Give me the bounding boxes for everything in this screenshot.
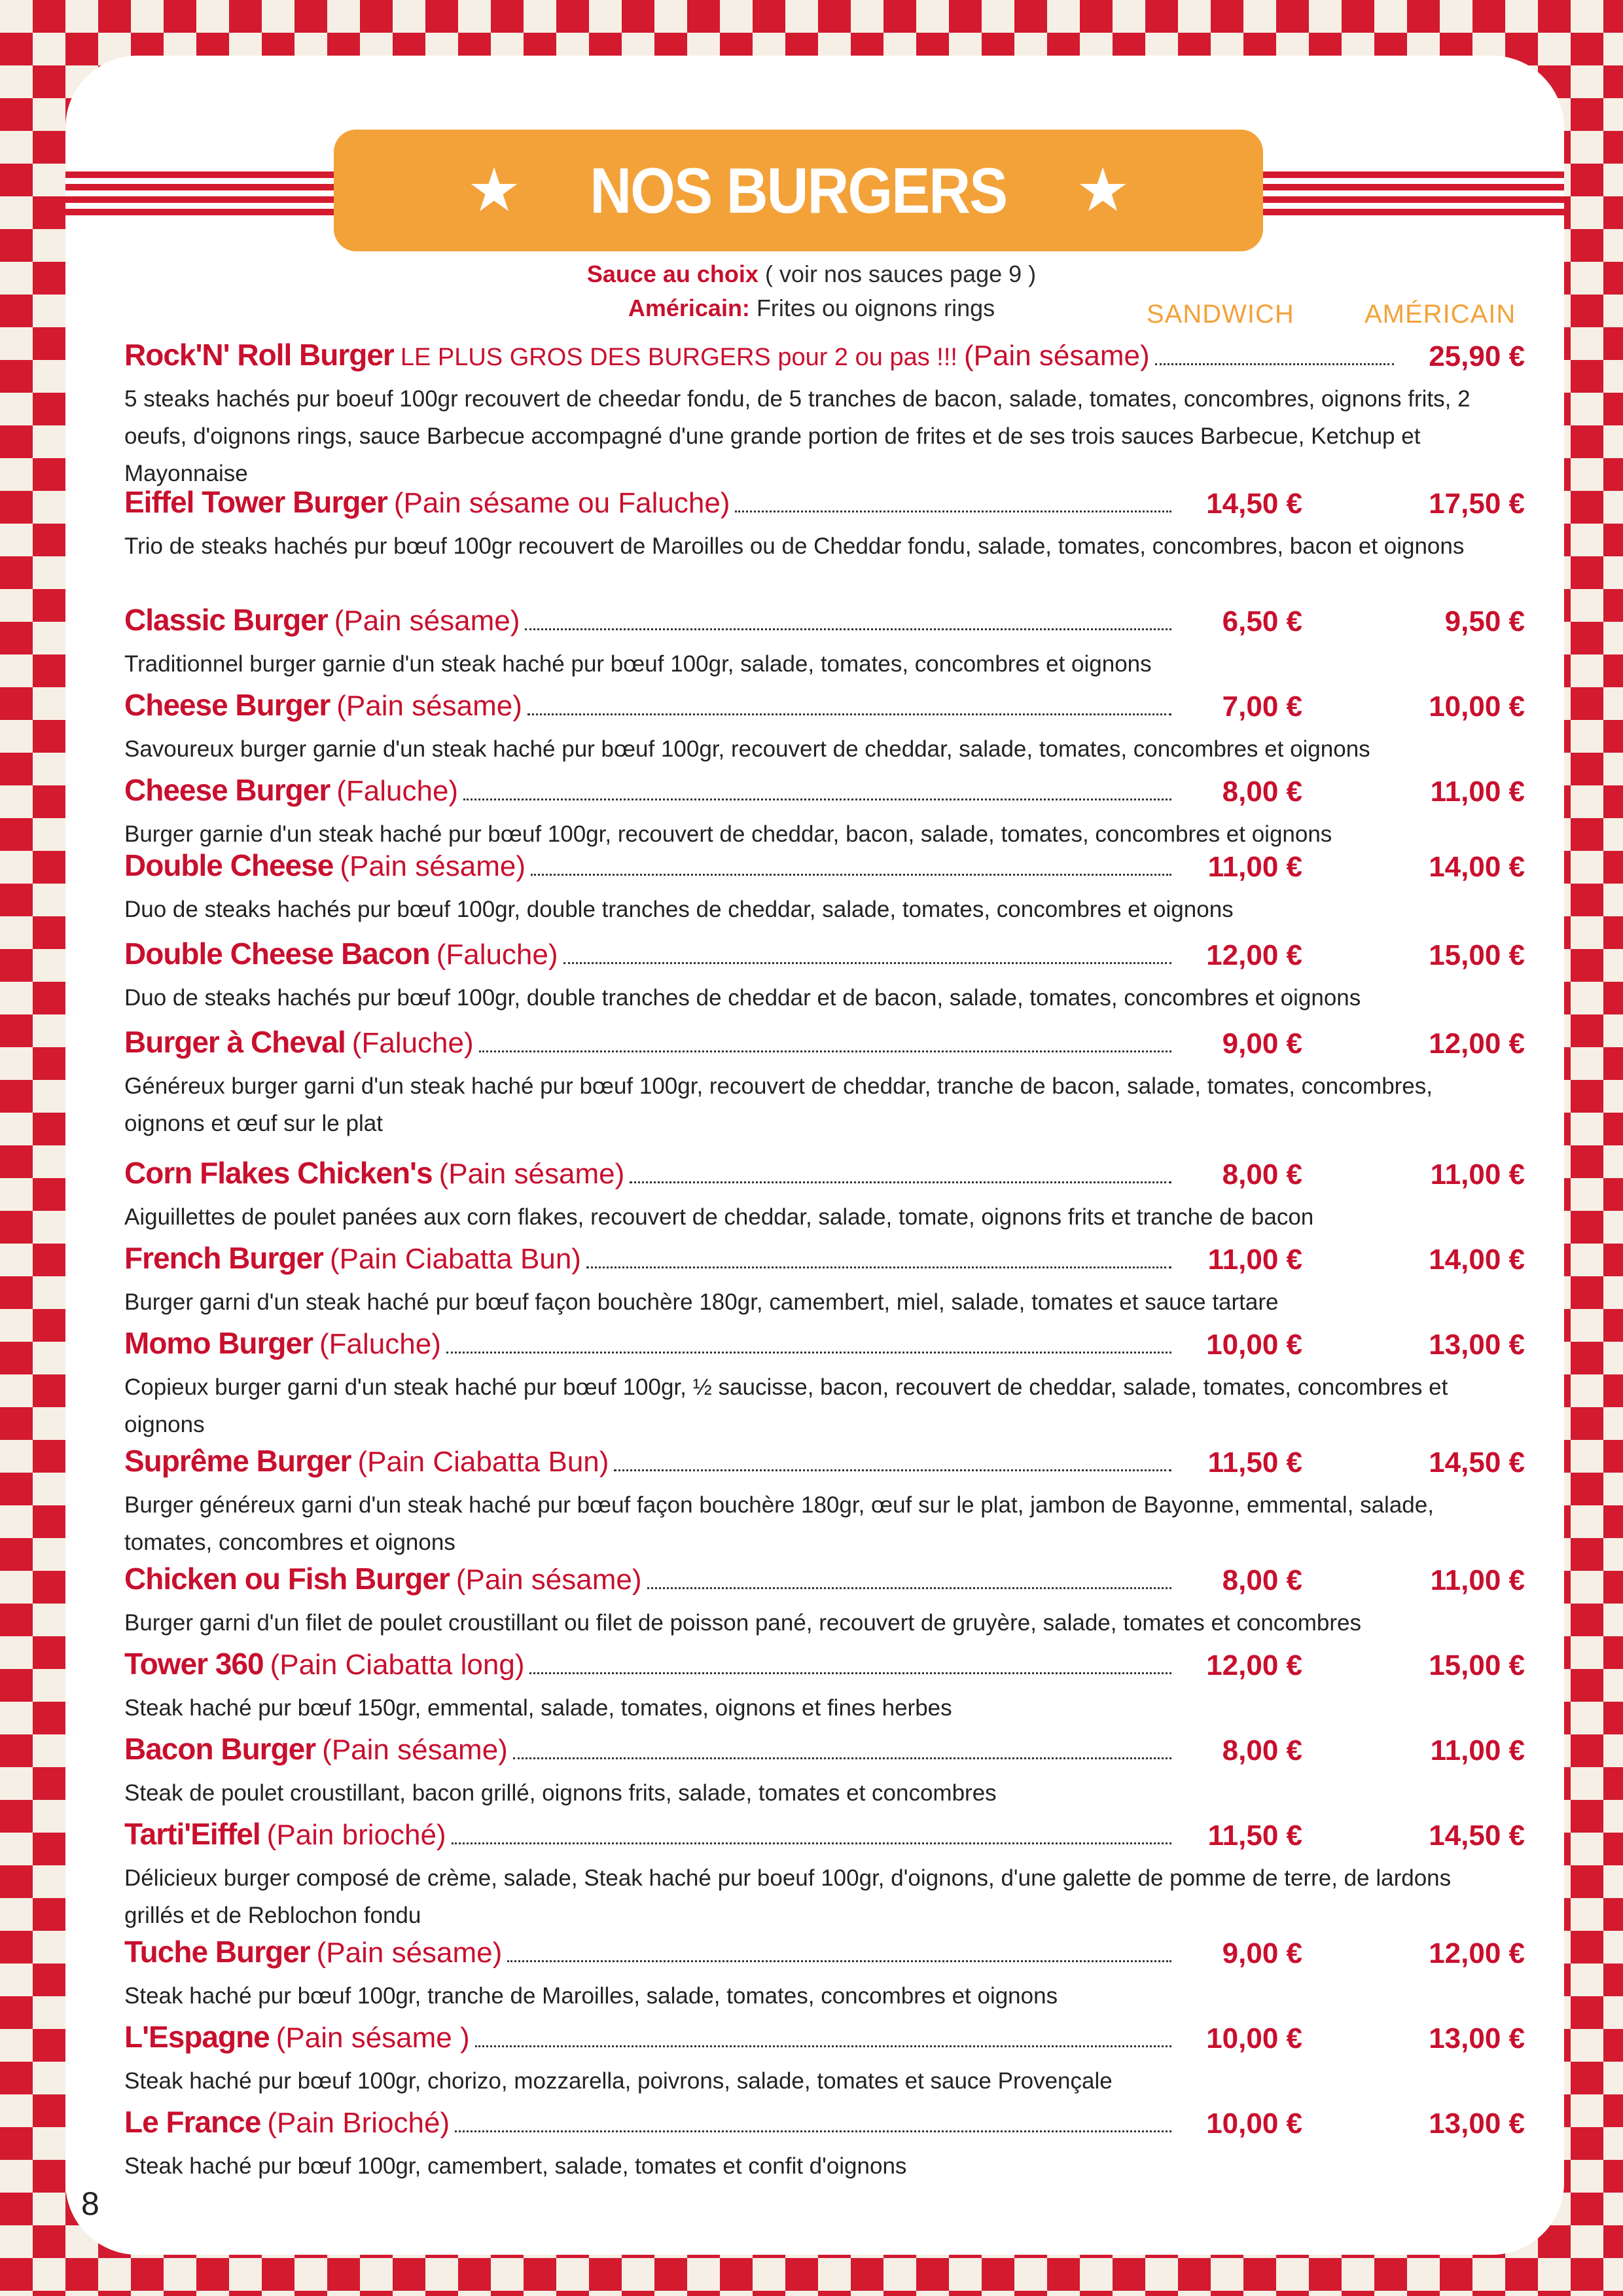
- menu-item: [124, 1240, 1525, 1321]
- menu-item: [124, 1024, 1525, 1142]
- menu-item-header: [124, 1240, 1525, 1280]
- price-sandwich: 9,00 €: [1222, 1028, 1302, 1060]
- price-americain: 12,00 €: [1429, 1028, 1525, 1060]
- item-description: Copieux burger garni d'un steak haché pur bœuf 100gr, ½ saucisse, bacon, recouvert de cheddar, salade, tomates, concombres et oignons: [124, 1374, 1448, 1437]
- menu-item-header: [124, 1024, 1525, 1064]
- item-name: Cheese Burger: [124, 773, 330, 807]
- item-name: Suprême Burger: [124, 1444, 351, 1478]
- price-sandwich: 8,00 €: [1222, 776, 1302, 808]
- price-americain: 15,00 €: [1429, 1649, 1525, 1681]
- menu-item-header: [124, 936, 1525, 975]
- menu-item-title: [124, 1934, 502, 1973]
- menu-item-title: [124, 1240, 581, 1280]
- price-americain: 14,50 €: [1429, 1820, 1525, 1852]
- item-description: Savoureux burger garnie d'un steak haché pur bœuf 100gr, recouvert de cheddar, salade, tomates, concombres et oignons: [124, 736, 1370, 762]
- item-description: Trio de steaks hachés pur bœuf 100gr recouvert de Maroilles ou de Cheddar fondu, salade, tomates, concombres, bacon et oignons: [124, 533, 1465, 559]
- menu-item: [124, 602, 1525, 683]
- item-description: Steak haché pur bœuf 100gr, chorizo, mozzarella, poivrons, salade, tomates et sauce Provençale: [124, 2068, 1113, 2094]
- price-sandwich: 8,00 €: [1222, 1158, 1302, 1191]
- price-americain: 11,00 €: [1430, 776, 1525, 808]
- item-name: Rock'N' Roll Burger: [124, 338, 394, 372]
- menu-item-header: [124, 1731, 1525, 1770]
- price-sandwich: 12,00 €: [1206, 1649, 1302, 1681]
- item-description: Steak haché pur bœuf 100gr, camembert, salade, tomates et confit d'oignons: [124, 2153, 907, 2179]
- item-name: Double Cheese: [124, 848, 334, 882]
- star-icon: ★: [467, 157, 522, 224]
- item-description: Généreux burger garni d'un steak haché pur bœuf 100gr, recouvert de cheddar, tranche de bacon, salade, tomates, concombres, oignons et œuf sur le plat: [124, 1073, 1433, 1136]
- item-description: Traditionnel burger garnie d'un steak haché pur bœuf 100gr, salade, tomates, concombres et oignons: [124, 651, 1152, 677]
- price-americain: 9,50 €: [1444, 605, 1525, 637]
- item-description: Steak haché pur bœuf 100gr, tranche de Maroilles, salade, tomates, concombres et oignons: [124, 1983, 1058, 2009]
- page-title: NOS BURGERS: [590, 154, 1007, 226]
- item-description: Burger garnie d'un steak haché pur bœuf 100gr, recouvert de cheddar, bacon, salade, tomates, concombres et oignons: [124, 821, 1332, 847]
- item-name: Tarti'Eiffel: [124, 1817, 260, 1851]
- price-sandwich: 6,50 €: [1222, 605, 1302, 637]
- menu-item: [124, 1561, 1525, 1641]
- item-tagline: LE PLUS GROS DES BURGERS pour 2 ou pas !!!: [400, 344, 957, 371]
- menu-item: [124, 1155, 1525, 1236]
- menu-item-title: [124, 1561, 642, 1600]
- price-americain: 10,00 €: [1429, 691, 1525, 723]
- item-name: Corn Flakes Chicken's: [124, 1156, 433, 1190]
- dotted-leader: [563, 962, 1171, 964]
- dotted-leader: [529, 1672, 1171, 1674]
- dotted-leader: [452, 1842, 1171, 1844]
- item-bread: (Faluche): [336, 775, 459, 807]
- item-description: Burger généreux garni d'un steak haché pur bœuf façon bouchère 180gr, œuf sur le plat, jambon de Bayonne, emmental, salade, tomates, concombres et oignons: [124, 1492, 1434, 1555]
- item-bread: (Faluche): [319, 1328, 441, 1360]
- menu-item-header: [124, 602, 1525, 641]
- price-americain: 25,90 €: [1429, 340, 1525, 372]
- menu-item-title: [124, 2019, 470, 2058]
- menu-item-title: [124, 1155, 624, 1194]
- dotted-leader: [527, 713, 1171, 715]
- price-americain: 12,00 €: [1429, 1937, 1525, 1969]
- price-sandwich: 10,00 €: [1206, 2108, 1302, 2140]
- price-americain: 14,00 €: [1429, 851, 1525, 883]
- item-bread: (Pain sésame): [455, 1564, 642, 1596]
- dotted-leader: [463, 798, 1171, 800]
- item-bread: (Faluche): [351, 1027, 474, 1059]
- price-sandwich: 11,00 €: [1207, 1244, 1302, 1276]
- menu-item: [124, 687, 1525, 768]
- price-sandwich: 14,50 €: [1206, 488, 1302, 520]
- menu-item: [124, 337, 1525, 492]
- item-bread: (Pain sésame): [336, 690, 522, 722]
- menu-item-header: [124, 1155, 1525, 1194]
- price-sandwich: 11,50 €: [1207, 1820, 1302, 1852]
- menu-item-title: [124, 1816, 446, 1856]
- item-bread: (Pain sésame ou Faluche): [393, 487, 730, 519]
- item-name: L'Espagne: [124, 2020, 270, 2054]
- item-description: Délicieux burger composé de crème, salade, Steak haché pur boeuf 100gr, d'oignons, d'une galette de pomme de terre, de lardons grillés et de Reblochon fondu: [124, 1865, 1452, 1928]
- menu-item-title: [124, 772, 458, 812]
- dotted-leader: [614, 1469, 1171, 1471]
- price-americain: 14,00 €: [1429, 1244, 1525, 1276]
- item-description: Steak haché pur bœuf 150gr, emmental, salade, tomates, oignons et fines herbes: [124, 1695, 952, 1721]
- price-sandwich: 12,00 €: [1206, 939, 1302, 971]
- dotted-leader: [446, 1352, 1171, 1354]
- menu-item: [124, 2019, 1525, 2100]
- item-bread: (Pain Ciabatta long): [270, 1649, 525, 1681]
- menu-item-header: [124, 337, 1525, 376]
- star-icon: ★: [1075, 157, 1130, 224]
- item-bread: (Pain sésame): [340, 850, 526, 882]
- item-bread: (Pain brioché): [266, 1819, 446, 1851]
- item-name: Classic Burger: [124, 603, 328, 637]
- item-name: Double Cheese Bacon: [124, 937, 430, 971]
- item-name: Bacon Burger: [124, 1732, 316, 1766]
- menu-item: [124, 2104, 1525, 2185]
- item-name: Eiffel Tower Burger: [124, 485, 387, 519]
- price-americain: 17,50 €: [1429, 488, 1525, 520]
- item-name: Momo Burger: [124, 1326, 313, 1360]
- item-description: Duo de steaks hachés pur bœuf 100gr, double tranches de cheddar et de bacon, salade, tomates, concombres et oignons: [124, 985, 1361, 1011]
- sauce-note: [0, 260, 1623, 288]
- price-americain: 13,00 €: [1429, 1329, 1525, 1361]
- sauce-note-label: Sauce au choix: [586, 260, 758, 287]
- price-americain: 11,00 €: [1430, 1158, 1525, 1191]
- price-americain: 11,00 €: [1430, 1564, 1525, 1596]
- price-americain: 13,00 €: [1429, 2108, 1525, 2140]
- item-description: Burger garni d'un filet de poulet croustillant ou filet de poisson pané, recouvert de gruyère, salade, tomates et concombres: [124, 1610, 1361, 1636]
- page-number: 8: [81, 2185, 99, 2222]
- menu-item-header: [124, 2019, 1525, 2058]
- price-americain: 11,00 €: [1430, 1734, 1525, 1767]
- price-sandwich: 9,00 €: [1222, 1937, 1302, 1969]
- price-americain: 15,00 €: [1429, 939, 1525, 971]
- menu-item-title: [124, 1443, 609, 1482]
- menu-item: [124, 1646, 1525, 1727]
- price-sandwich: 7,00 €: [1222, 691, 1302, 723]
- item-description: Duo de steaks hachés pur bœuf 100gr, double tranches de cheddar, salade, tomates, concombres et oignons: [124, 897, 1234, 922]
- menu-item-header: [124, 1325, 1525, 1365]
- item-description: Aiguillettes de poulet panées aux corn flakes, recouvert de cheddar, salade, tomate, oignons frits et tranche de bacon: [124, 1204, 1314, 1230]
- item-description: 5 steaks hachés pur boeuf 100gr recouvert de cheedar fondu, de 5 tranches de bacon, salade, tomates, concombres, oignons frits, 2 oeufs, d'oignons rings, sauce Barbecue accompagné d'une grande portion de frites et de ses trois sauces Barbecue, Ketchup et Mayonnaise: [124, 386, 1471, 486]
- item-name: Tuche Burger: [124, 1935, 310, 1969]
- item-name: Le France: [124, 2105, 261, 2139]
- price-sandwich: 8,00 €: [1222, 1564, 1302, 1596]
- menu-item-header: [124, 848, 1525, 887]
- menu-item-header: [124, 2104, 1525, 2144]
- item-name: French Burger: [124, 1241, 323, 1275]
- item-name: Burger à Cheval: [124, 1025, 346, 1059]
- sauce-note-text: ( voir nos sauces page 9 ): [758, 260, 1037, 287]
- menu-item: [124, 1325, 1525, 1443]
- dotted-leader: [1155, 363, 1394, 365]
- item-bread: (Pain sésame): [316, 1937, 503, 1969]
- price-sandwich: 11,50 €: [1207, 1446, 1302, 1479]
- price-americain: 13,00 €: [1429, 2022, 1525, 2054]
- menu-item-header: [124, 1561, 1525, 1600]
- menu-item-title: [124, 2104, 450, 2144]
- dotted-leader: [531, 874, 1171, 876]
- dotted-leader: [735, 511, 1171, 512]
- menu-item-header: [124, 1934, 1525, 1973]
- item-bread: (Pain sésame ): [276, 2022, 470, 2054]
- item-bread: (Pain sésame): [334, 605, 520, 637]
- dotted-leader: [586, 1266, 1171, 1268]
- americain-note-text: Frites ou oignons rings: [749, 295, 995, 321]
- column-header-sandwich: SANDWICH: [1147, 300, 1294, 329]
- item-bread: (Faluche): [436, 939, 558, 971]
- item-bread: (Pain Brioché): [267, 2107, 450, 2139]
- menu-item-title: [124, 687, 522, 726]
- item-bread: (Pain sésame): [438, 1158, 625, 1190]
- dotted-leader: [507, 1960, 1171, 1962]
- menu-item-title: [124, 1024, 474, 1064]
- decorative-stripes-right: [1243, 171, 1564, 216]
- title-banner: [334, 130, 1263, 251]
- item-bread: (Pain sésame): [322, 1734, 508, 1766]
- menu-item-title: [124, 1646, 524, 1685]
- menu-item-title: [124, 602, 520, 641]
- item-bread: (Pain sésame): [963, 340, 1150, 372]
- decorative-stripes-left: [65, 171, 353, 216]
- menu-item-header: [124, 484, 1525, 524]
- item-description: Steak de poulet croustillant, bacon grillé, oignons frits, salade, tomates et concombres: [124, 1780, 997, 1806]
- americain-note-label: Américain:: [628, 295, 750, 321]
- menu-item: [124, 936, 1525, 1016]
- item-bread: (Pain Ciabatta Bun): [357, 1446, 609, 1478]
- menu-item: [124, 848, 1525, 928]
- price-americain: 14,50 €: [1429, 1446, 1525, 1479]
- menu-item: [124, 484, 1525, 565]
- menu-item-header: [124, 687, 1525, 726]
- menu-item-header: [124, 1443, 1525, 1482]
- menu-item: [124, 1443, 1525, 1561]
- price-sandwich: 10,00 €: [1206, 2022, 1302, 2054]
- dotted-leader: [647, 1587, 1171, 1589]
- column-header-americain: AMÉRICAIN: [1364, 300, 1516, 329]
- item-bread: (Pain Ciabatta Bun): [329, 1243, 581, 1275]
- item-description: Burger garni d'un steak haché pur bœuf façon bouchère 180gr, camembert, miel, salade, tomates et sauce tartare: [124, 1289, 1279, 1315]
- dotted-leader: [630, 1181, 1171, 1183]
- menu-item-header: [124, 1646, 1525, 1685]
- dotted-leader: [479, 1050, 1171, 1052]
- menu-item: [124, 1816, 1525, 1934]
- menu-item-title: [124, 337, 1150, 376]
- menu-item-title: [124, 1325, 441, 1365]
- menu-item-title: [124, 484, 730, 524]
- menu-item-header: [124, 1816, 1525, 1856]
- item-name: Chicken ou Fish Burger: [124, 1562, 450, 1596]
- price-sandwich: 10,00 €: [1206, 1329, 1302, 1361]
- price-sandwich: 11,00 €: [1207, 851, 1302, 883]
- menu-item: [124, 1934, 1525, 2015]
- menu-item-title: [124, 936, 558, 975]
- menu-item: [124, 772, 1525, 853]
- item-name: Cheese Burger: [124, 688, 330, 722]
- item-name: Tower 360: [124, 1647, 264, 1681]
- dotted-leader: [525, 628, 1171, 630]
- dotted-leader: [475, 2045, 1171, 2047]
- dotted-leader: [513, 1757, 1171, 1759]
- menu-item: [124, 1731, 1525, 1812]
- dotted-leader: [455, 2130, 1171, 2132]
- menu-item-title: [124, 848, 526, 887]
- menu-item-title: [124, 1731, 508, 1770]
- menu-item-header: [124, 772, 1525, 812]
- price-sandwich: 8,00 €: [1222, 1734, 1302, 1767]
